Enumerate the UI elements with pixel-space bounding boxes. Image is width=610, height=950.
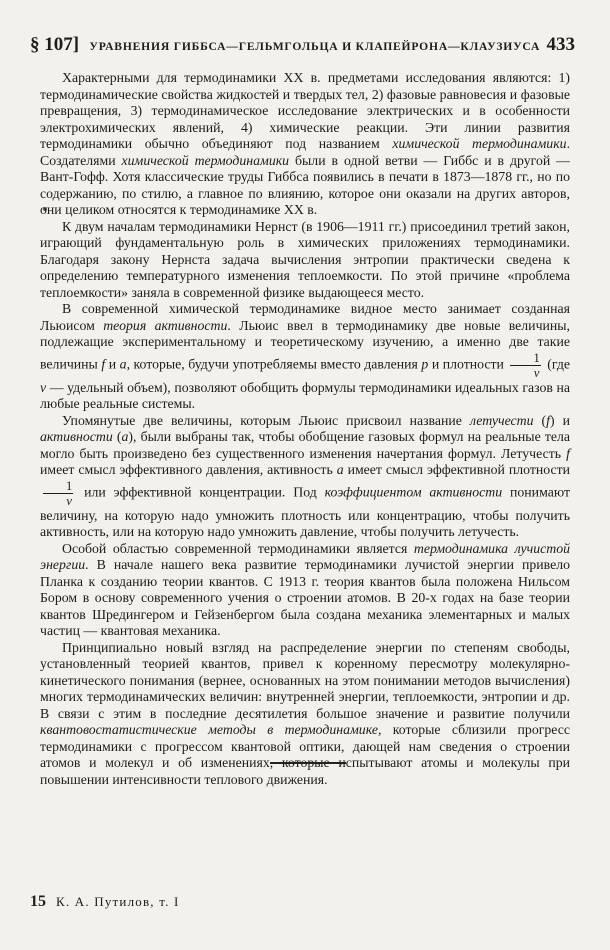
paragraph-2: К двум началам термодинамики Нернст (в 1906—1911 гг.) присоединил третий закон, играющий фундаментальную роль в химических приложениях термодинамики. Благодаря закону Нернста задача вычисления энтропии практически сведена к определению температурного изменения теплоемкости. По этой причине «проблема теплоемкости» заняла в современной физике выдающееся место. <box>40 218 570 300</box>
paragraph-3: В современной химической термодинамике видное место занимает созданная Льюисом теория активности. Льюис ввел в термодинамику две новые величины, подлежащие экспериментальному и теоретическому изучению, а именно две такие величины f и a, которые, будучи употребляемы вместо давления p и плотности $\frac{1}{v}$ (где v — удельный объем), позволяют обобщить формулы термодинамики идеальных газов на любые реальные системы. <box>40 301 570 411</box>
paragraph-6: Принципиально новый взгляд на распределение энергии по степеням свободы, установленный теорией квантов, привел к коренному пересмотру молекулярно-кинетического понимания (вернее, основанных на этом понимании методов вычисления) многих термодинамических величин: внутренней энергии, теплоемкости, энтропии и др. В связи с этим в последние десятилетия большое значение и развитие получили квантовостатистические методы в термодинамике, которые сблизили прогресс термодинамики с прогрессом квантовой оптики, дающей нам сведения о строении атомов и молекул и об изменениях, которые испытывают атомы и молекулы при повышении интенсивности теплового движения. <box>40 639 570 787</box>
body-text <box>40 70 570 788</box>
paragraph-5: Особой областью современной термодинамики является термодинамика лучистой энергии. В начале нашего века развитие термодинамики лучистой энергии привело Планка к созданию теории квантов. С 1913 г. теория квантов была положена Нильсом Бором в основу современного учения о строении атомов. В 20-х годах на базе теории квантов Шредингером и Гейзенбергом была создана механика элементарных и малых частиц — квантовая механика. <box>40 540 570 638</box>
paragraph-4: Упомянутые две величины, которым Льюис присвоил название летучести (f) и активности (a), были выбраны так, чтобы обобщение газовых формул на реальные тела могло быть произведено без существенного изменения начертания формул. Летучесть f имеет смысл эффективного давления, активность a имеет смысл эффективной плотности $\frac{1}{v}$ или эффективной концентрации. Под коэффициентом активности понимают величину, на которую надо умножить плотность или концентрацию, чтобы получить активность, или на которую надо умножить давление, чтобы получить летучесть. <box>40 412 571 539</box>
signature-text: К. А. Путилов, т. I <box>56 894 180 909</box>
paragraph-1: Характерными для термодинамики XX в. предметами исследования являются: 1) термодинамические свойства жидкостей и твердых тел, 2) фазовые равновесия и фазовые превращения, 3) термодинамическое исследование электрических и в особенности электрохимических явлений, 4) химические реакции. Эти линии развития термодинамики обычно объединяют под названием химической термодинамики. Создателями химической термодинамики были в одной ветви — Гиббс и в другой — Вант-Гофф. Хотя классические труды Гиббса появились в печати в 1873—1878 гг., но по содержанию, по стилю, а главное по влиянию, которое они оказали на других авторов, они целиком относятся к термодинамике XX в. <box>40 70 571 217</box>
section-number: § 107] <box>30 34 80 55</box>
section-divider <box>270 762 346 764</box>
running-header <box>30 34 575 58</box>
fraction-one-over-v: $\frac{1}{v}$ <box>510 351 540 380</box>
running-title: УРАВНЕНИЯ ГИББСА—ГЕЛЬМГОЛЬЦА И КЛАПЕЙРОНА—КЛАУЗИУСА <box>89 40 541 53</box>
signature-number: 15 <box>30 893 46 910</box>
signature-mark <box>30 893 180 911</box>
page-number: 433 <box>546 34 575 55</box>
fraction-one-over-v: $\frac{1}{v}$ <box>43 479 73 508</box>
